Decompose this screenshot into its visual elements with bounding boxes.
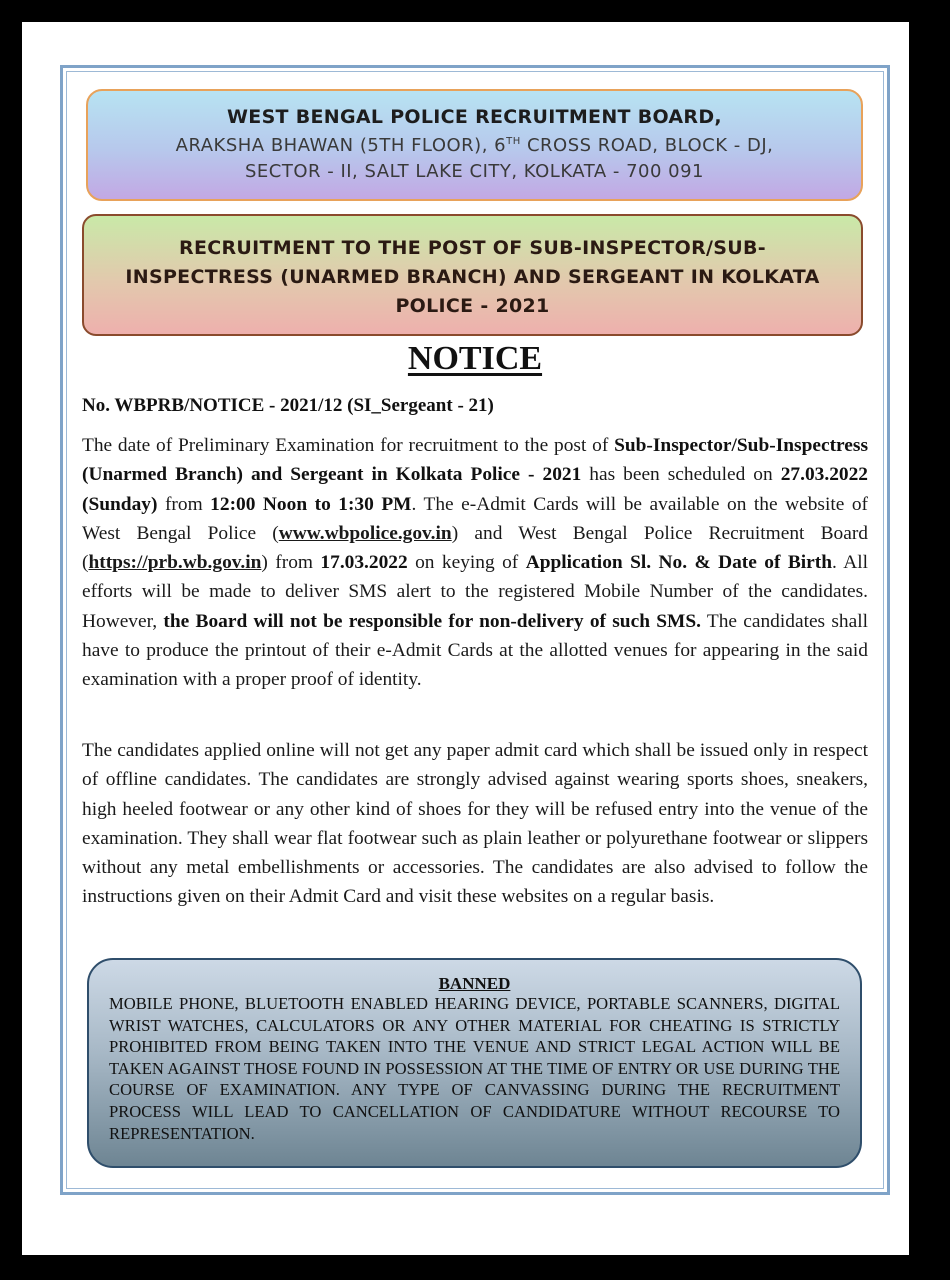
banned-title: BANNED <box>438 974 511 993</box>
board-name: WEST BENGAL POLICE RECRUITMENT BOARD, <box>227 106 722 128</box>
text: . The e-Admit Cards will be available on the website of West Bengal Police ( <box>82 493 869 544</box>
address-part: ARAKSHA BHAWAN (5TH FLOOR), 6 <box>175 135 507 156</box>
banned-text: MOBILE PHONE, BLUETOOTH ENABLED HEARING DEVICE, PORTABLE SCANNERS, DIGITAL WRIST WATCHES, CALCULATORS OR ANY OTHER MATERIAL FOR CHEATING IS STRICTLY PROHIBITED FROM BEING TAKEN INTO THE VENUE AND STRICT LEGAL ACTION WILL BE TAKEN AGAINST THOSE FOUND IN POSSESSION AT THE TIME OF ENTRY OR USE DURING THE COURSE OF EXAMINATION. ANY TYPE OF CANVASSING DURING THE RECRUITMENT PROCESS WILL LEAD TO CANCELLATION OF CANDIDATURE WITHOUT RECOURSE TO REPRESENTATION. <box>109 994 840 1143</box>
board-address-line-2: SECTOR - II, SALT LAKE CITY, KOLKATA - 700 091 <box>244 161 705 182</box>
reference-number: No. WBPRB/NOTICE - 2021/12 (SI_Sergeant - 21) <box>82 395 494 416</box>
board-address-line-1 <box>88 129 861 159</box>
exam-date: 27.03.2022 (Sunday) <box>82 464 868 515</box>
paragraph-exam-schedule <box>82 431 868 695</box>
text: ) and West Bengal Police Recruitment Board ( <box>82 522 868 574</box>
sms-disclaimer: the Board will not be responsible for non-delivery of such SMS. <box>163 610 701 632</box>
prb-link[interactable]: https://prb.wb.gov.in <box>88 552 262 574</box>
wbpolice-link[interactable]: www.wbpolice.gov.in <box>278 522 452 544</box>
login-keys: Application Sl. No. & Date of Birth <box>525 552 833 574</box>
address-superscript: TH <box>506 136 521 147</box>
recruitment-subject: RECRUITMENT TO THE POST OF SUB-INSPECTOR/SUB-INSPECTRESS (UNARMED BRANCH) AND SERGEANT IN KOLKATA POLICE - 2021 <box>125 237 820 317</box>
notice-title: NOTICE <box>407 340 543 377</box>
text: has been scheduled on <box>581 464 781 486</box>
admit-card-date: 17.03.2022 <box>320 552 408 574</box>
banned-items-box <box>87 958 862 1168</box>
text: The candidates shall have to produce the printout of their e-Admit Cards at the allotted venues for appearing in the said examination with a proper proof of identity. <box>82 610 868 691</box>
paragraph-instructions: The candidates applied online will not get any paper admit card which shall be issued only in respect of offline candidates. The candidates are strongly advised against wearing sports shoes, sneakers, high heeled footwear or any other kind of shoes for they will be refused entry into the venue of the examination. They shall wear flat footwear such as plain leather or polyurethane footwear or slippers without any metal embellishments or accessories. The candidates are also advised to follow the instructions given on their Admit Card and visit these websites on a regular basis. <box>82 740 868 908</box>
address-part: CROSS ROAD, BLOCK - DJ, <box>520 135 774 156</box>
exam-time: 12:00 Noon to 1:30 PM <box>210 493 412 515</box>
text: . All efforts will be made to deliver SMS alert to the registered Mobile Number of the candidates. However, <box>82 552 868 632</box>
text: from <box>157 493 211 515</box>
notice-title-wrap <box>0 340 950 378</box>
text: on keying of <box>407 552 526 574</box>
text: The date of Preliminary Examination for recruitment to the post of <box>82 435 615 456</box>
board-address-header <box>86 89 863 201</box>
recruitment-subject-box <box>82 214 863 336</box>
text: ) from <box>261 552 321 574</box>
post-name: Sub-Inspector/Sub-Inspectress (Unarmed Branch) and Sergeant in Kolkata Police - 2021 <box>82 435 868 486</box>
